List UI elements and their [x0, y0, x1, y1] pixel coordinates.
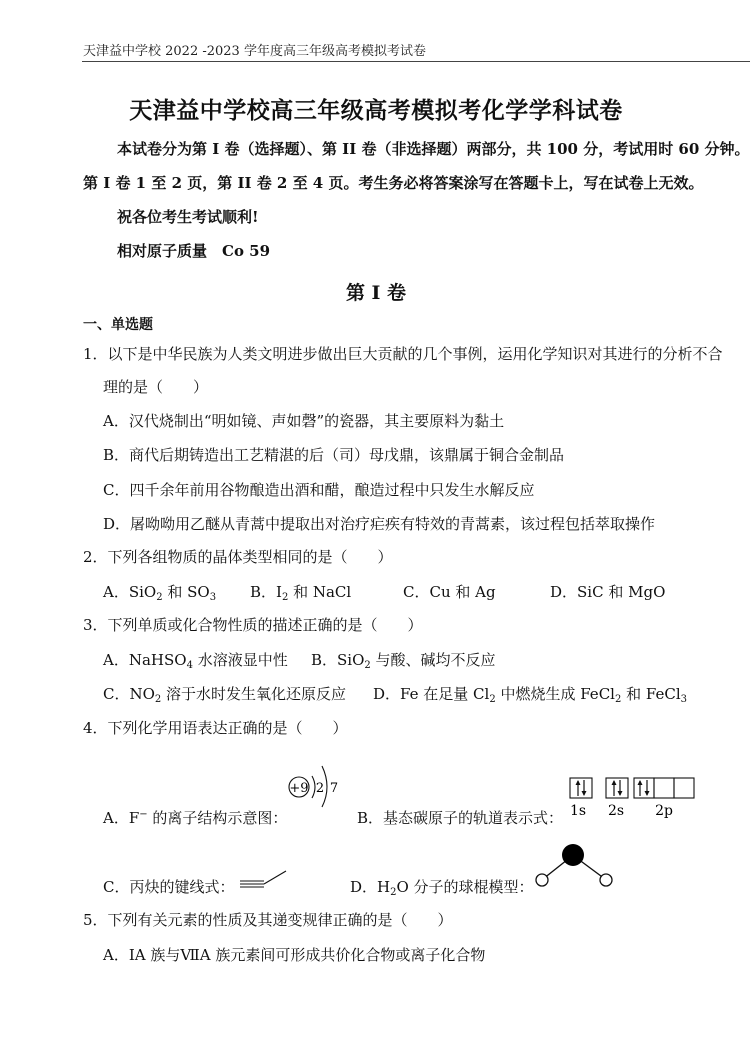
q5-option-a: A．ⅠA 族与ⅦA 族元素间可形成共价化合物或离子化合物: [103, 946, 486, 964]
exam-title: 天津益中学校高三年级高考模拟考化学学科试卷: [129, 97, 623, 124]
q4-option-c: C．丙炔的键线式：: [103, 878, 235, 896]
carbon-orbital-diagram: [566, 776, 696, 822]
q3-option-a: A．NaHSO$_4$ 水溶液显中性: [103, 651, 288, 671]
orbital-box-1s: [570, 778, 592, 798]
orbital-box-2p-2: [654, 778, 674, 798]
wish-text: 祝各位考生考试顺利!: [117, 208, 259, 226]
fluoride-ion-diagram: [280, 752, 350, 808]
intro-line-2: 第 I 卷 1 至 2 页，第 II 卷 2 至 4 页。考生务必将答案涂写在答题卡上，写在试卷上无效。: [83, 174, 704, 192]
q2-option-b: B．$I_2$ 和 NaCl: [250, 583, 352, 603]
q3-stem: 3．下列单质或化合物性质的描述正确的是（ ）: [83, 616, 423, 634]
hydrogen-atom-right: [600, 874, 612, 886]
q1-stem-line1: 1．以下是中华民族为人类文明进步做出巨大贡献的几个事例，运用化学知识对其进行的分析不合: [83, 345, 723, 363]
q3-option-b: B．SiO$_2$ 与酸、碱均不反应: [311, 651, 496, 671]
orbital-box-2p-3: [674, 778, 694, 798]
page-header: 天津益中学校 2022 -2023 学年度高三年级高考模拟考试卷: [83, 44, 426, 59]
shell-2-electrons: 7: [329, 781, 339, 796]
q4-stem: 4．下列化学用语表达正确的是（ ）: [83, 719, 348, 737]
oxygen-atom: [562, 844, 584, 866]
q1-option-d: D．屠呦呦用乙醚从青蒿中提取出对治疗疟疾有特效的青蒿素，该过程包括萃取操作: [103, 515, 656, 533]
q1-option-b: B．商代后期铸造出工艺精湛的后（司）母戊鼎，该鼎属于铜合金制品: [103, 446, 565, 464]
nucleus-charge: +9: [289, 781, 309, 796]
label-2s: 2s: [607, 803, 625, 819]
q2-stem: 2．下列各组物质的晶体类型相同的是（ ）: [83, 548, 393, 566]
section-title: 第 I 卷: [345, 282, 407, 304]
q2-option-c: C．Cu 和 Ag: [403, 583, 496, 601]
q1-stem-line2: 理的是（ ）: [103, 378, 209, 396]
orbital-box-2s: [606, 778, 628, 798]
shell-arc-1: [312, 776, 315, 798]
shell-1-electrons: 2: [315, 781, 325, 796]
label-1s: 1s: [569, 803, 587, 819]
q3-option-c: C．$NO_2$ 溶于水时发生氧化还原反应: [103, 685, 347, 705]
q1-option-a: A．汉代烧制出“明如镜、声如磬”的瓷器，其主要原料为黏土: [103, 412, 505, 430]
label-2p: 2p: [655, 803, 673, 819]
intro-line-1: 本试卷分为第 I 卷（选择题）、第 II 卷（非选择题）两部分，共 100 分，考试用时 60 分钟。: [117, 140, 750, 158]
q3-option-d: D．Fe 在足量 $Cl_2$ 中燃烧生成 FeCl$_2$ 和 FeCl$_3$: [373, 685, 687, 705]
propyne-skeletal-formula: [238, 866, 290, 892]
electron-arrows: [576, 780, 650, 796]
water-ball-stick-model: [532, 840, 616, 892]
q5-stem: 5．下列有关元素的性质及其递变规律正确的是（ ）: [83, 911, 453, 929]
q4-option-d: D．$H_2O$ 分子的球棍模型：: [350, 878, 534, 898]
q4-option-a: A．F− 的离子结构示意图：: [103, 809, 288, 827]
orbital-box-2p-1: [634, 778, 654, 798]
header-divider: [82, 61, 750, 62]
q2-option-d: D．SiC 和 MgO: [550, 583, 666, 601]
atomic-mass: 相对原子质量 Co 59: [117, 242, 271, 260]
q2-option-a: A．SiO$_2$ 和 $SO_3$: [103, 583, 217, 603]
q4-option-b: B．基态碳原子的轨道表示式：: [357, 809, 564, 827]
part-title: 一、单选题: [83, 317, 153, 333]
hydrogen-atom-left: [536, 874, 548, 886]
q1-option-c: C．四千余年前用谷物酿造出酒和醋，酿造过程中只发生水解反应: [103, 481, 535, 499]
